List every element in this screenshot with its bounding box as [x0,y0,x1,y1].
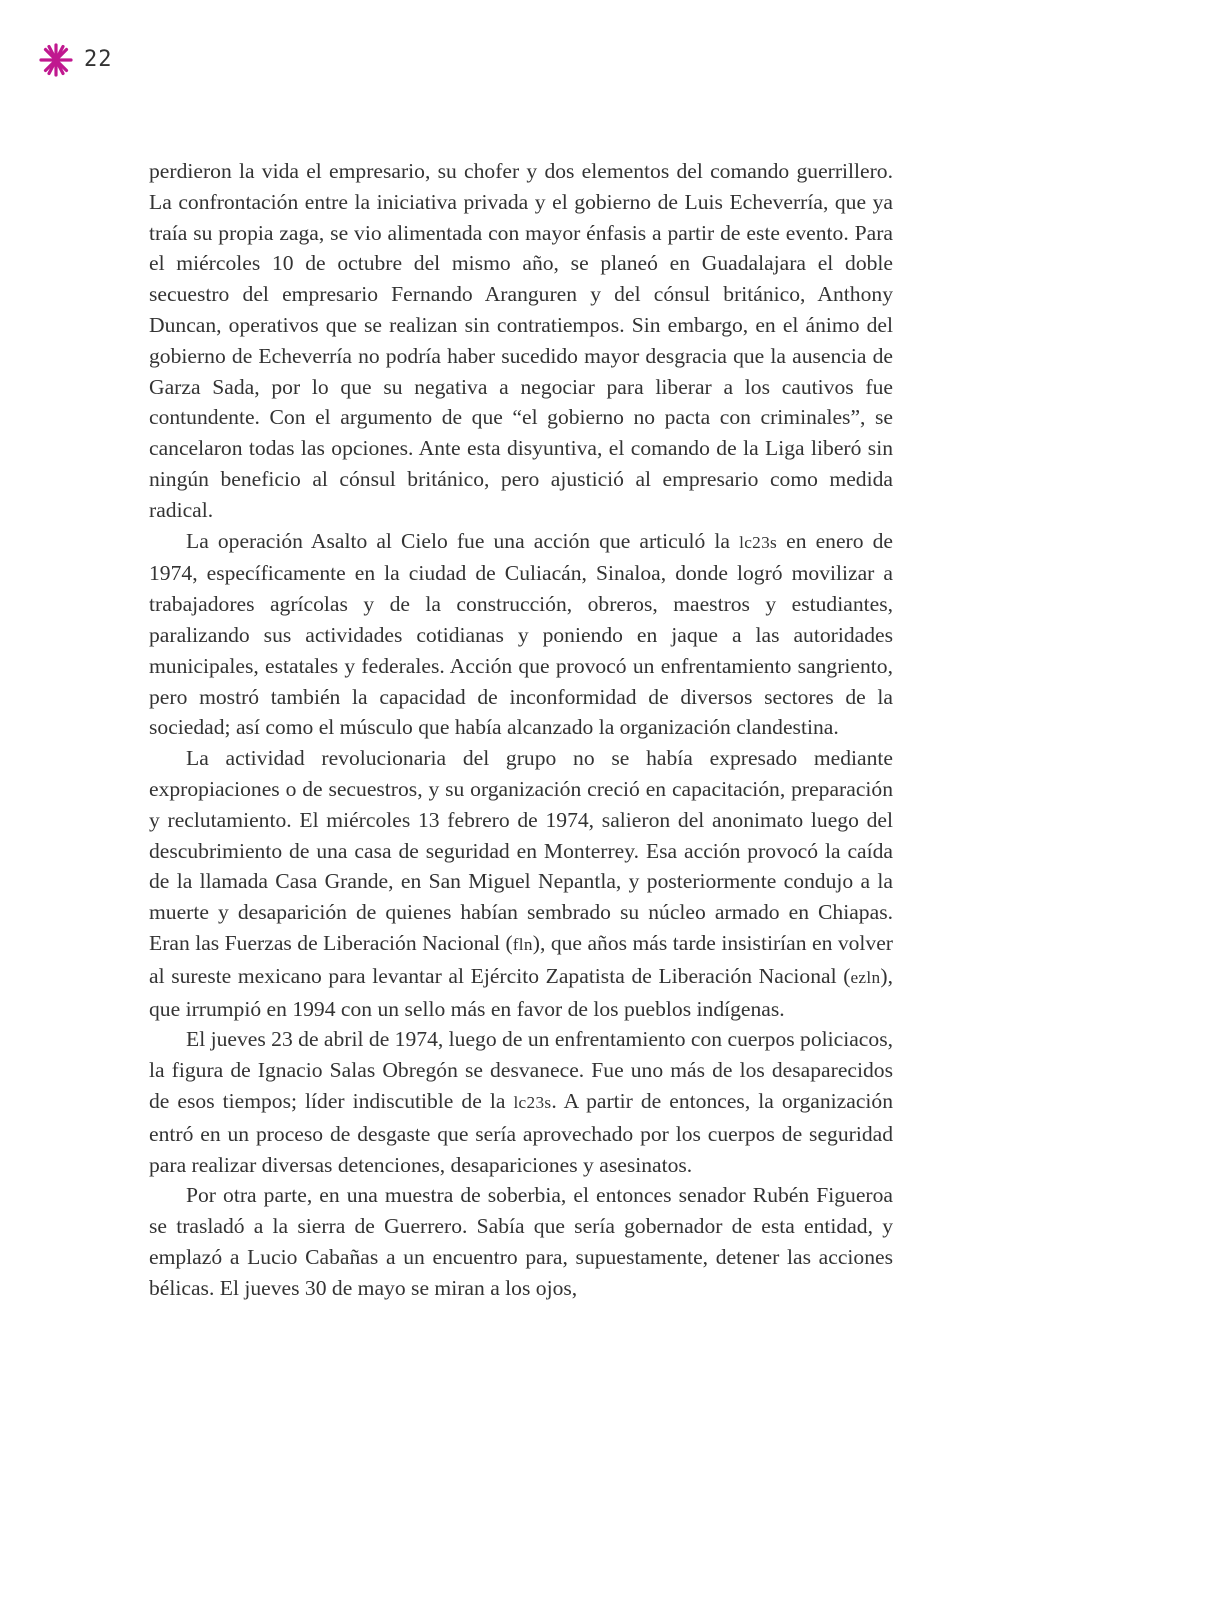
paragraph [149,1024,893,1180]
acronym: ezln [850,967,881,987]
paragraph [149,1180,893,1303]
text-run: La actividad revolucionaria del grupo no se había expresado mediante expropiaciones o de secuestros, y su organización creció en capacitación, preparación y reclutamiento. El miércoles 13 febrero de 1974, salieron del anonimato luego del descubrimiento de una casa de seguridad en Monterrey. Esa acción provocó la caída de la llamada Casa Grande, en San Miguel Nepantla, y posteriormente condujo a la muerte y desaparición de quienes habían sembrado su núcleo armado en Chiapas. Eran las Fuerzas de Liberación Nacional ( [149,746,893,955]
text-run: en enero de 1974, específicamente en la ciudad de Culiacán, Sinaloa, donde logró movilizar a trabajadores agrícolas y de la construcción, obreros, maestros y estudiantes, paralizando sus actividades cotidianas y poniendo en jaque a las autoridades municipales, estatales y federales. Acción que provocó un enfrentamiento sangriento, pero mostró también la capacidad de inconformidad de diversos sectores de la sociedad; así como el músculo que había alcanzado la organización clandestina. [149,528,893,740]
text-run: El jueves 23 de abril de 1974, luego de un enfrentamiento con cuerpos policiacos, la figura de Ignacio Salas Obregón se desvanece. Fue uno más de los desaparecidos de esos tiempos; líder indiscutible de la [149,1027,893,1113]
paragraph [149,743,893,1024]
acronym: fln [512,934,533,954]
asterisk-icon [38,42,74,78]
text-run: perdieron la vida el empresario, su chofer y dos elementos del comando guerrillero. La confrontación entre la iniciativa privada y el gobierno de Luis Echeverría, que ya traía su propia zaga, se vio alimentada con mayor énfasis a partir de este evento. Para el miércoles 10 de octubre del mismo año, se planeó en Guadalajara el doble secuestro del empresario Fernando Aranguren y del cónsul británico, Anthony Duncan, operativos que se realizan sin contratiempos. Sin embargo, en el ánimo del gobierno de Echeverría no podría haber sucedido mayor desgracia que la ausencia de Garza Sada, por lo que su negativa a negociar para liberar a los cautivos fue contundente. Con el argumento de que “el gobierno no pacta con criminales”, se cancelaron todas las opciones. Ante esta disyuntiva, el comando de la Liga liberó sin ningún beneficio al cónsul británico, pero ajustició al empresario como medida radical. [149,159,893,522]
acronym: lc23s [739,532,778,552]
paragraph [149,156,893,526]
text-run: ), que años más tarde insistirían en volver al sureste mexicano para levantar al Ejército Zapatista de Liberación Nacional ( [149,930,893,988]
text-run: Por otra parte, en una muestra de soberbia, el entonces senador Rubén Figueroa se trasladó a la sierra de Guerrero. Sabía que sería gobernador de esta entidad, y emplazó a Lucio Cabañas a un encuentro para, supuestamente, detener las acciones bélicas. El jueves 30 de mayo se miran a los ojos, [149,1183,893,1300]
body-text [149,156,893,1303]
text-run: La operación Asalto al Cielo fue una acción que articuló la [186,528,740,553]
paragraph [149,526,893,744]
acronym: lc23s [513,1092,552,1112]
text-run: ), que irrumpió en 1994 con un sello más en favor de los pueblos indígenas. [149,963,893,1021]
page-header [38,42,113,78]
page-number: 22 [84,47,113,72]
text-run: . A partir de entonces, la organización entró en un proceso de desgaste que sería aprovechado por los cuerpos de seguridad para realizar diversas detenciones, desapariciones y asesinatos. [149,1088,893,1177]
